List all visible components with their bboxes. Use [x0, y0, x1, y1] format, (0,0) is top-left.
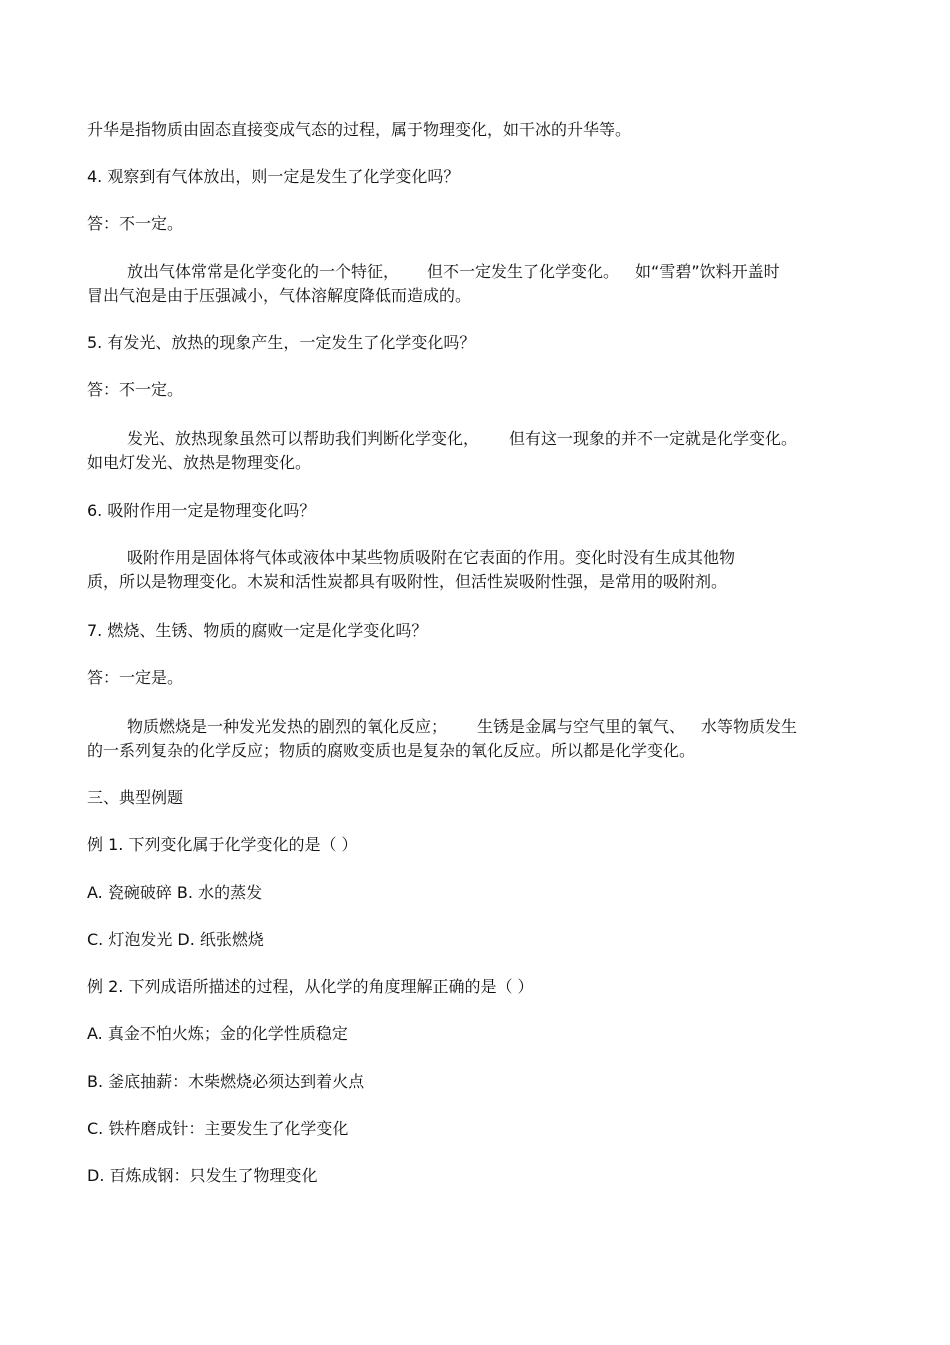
example-2-option-b: B. 釜底抽薪：木柴燃烧必须达到着火点 — [87, 1072, 365, 1091]
explanation-5-part-b: 但有这一现象的并不一定就是化学变化。 — [509, 429, 798, 448]
explanation-4-line-1 — [127, 261, 907, 283]
question-7: 7. 燃烧、生锈、物质的腐败一定是化学变化吗？ — [87, 621, 428, 640]
explanation-7-line-2: 的一系列复杂的化学反应；物质的腐败变质也是复杂的氧化反应。所以都是化学变化。 — [87, 741, 696, 760]
example-1-options-ab: A. 瓷碗破碎 B. 水的蒸发 — [87, 883, 263, 902]
explanation-4-line-2: 冒出气泡是由于压强减小，气体溶解度降低而造成的。 — [87, 286, 472, 305]
explanation-5-line-2: 如电灯发光、放热是物理变化。 — [87, 453, 312, 472]
explanation-5-part-a: 发光、放热现象虽然可以帮助我们判断化学变化， — [127, 429, 480, 448]
example-2-question: 例 2. 下列成语所描述的过程，从化学的角度理解正确的是（ ） — [87, 977, 534, 996]
explanation-6-line-2: 质，所以是物理变化。木炭和活性炭都具有吸附性，但活性炭吸附性强，是常用的吸附剂。 — [87, 572, 728, 591]
example-2-option-a: A. 真金不怕火炼；金的化学性质稳定 — [87, 1024, 348, 1043]
section-heading-3: 三、典型例题 — [87, 788, 184, 807]
example-2-option-c: C. 铁杵磨成针：主要发生了化学变化 — [87, 1119, 349, 1138]
question-5: 5. 有发光、放热的现象产生，一定发生了化学变化吗？ — [87, 333, 476, 352]
example-1-options-cd: C. 灯泡发光 D. 纸张燃烧 — [87, 930, 264, 949]
question-6: 6. 吸附作用一定是物理变化吗？ — [87, 501, 316, 520]
answer-7: 答：一定是。 — [87, 668, 184, 687]
explanation-7-line-1 — [127, 716, 907, 738]
answer-4: 答：不一定。 — [87, 214, 184, 233]
explanation-5-line-1 — [127, 428, 907, 450]
explanation-7-part-c: 水等物质发生 — [701, 717, 798, 736]
question-4: 4. 观察到有气体放出，则一定是发生了化学变化吗？ — [87, 167, 460, 186]
answer-5: 答：不一定。 — [87, 380, 184, 399]
explanation-7-part-a: 物质燃烧是一种发光发热的剧烈的氧化反应； — [127, 717, 448, 736]
example-1-question: 例 1. 下列变化属于化学变化的是（ ） — [87, 835, 358, 854]
example-2-option-d: D. 百炼成钢：只发生了物理变化 — [87, 1166, 318, 1185]
explanation-4-part-b: 但不一定发生了化学变化。 — [427, 262, 620, 281]
explanation-4-part-c: 如“雪碧”饮料开盖时 — [635, 262, 780, 281]
explanation-4-part-a: 放出气体常常是化学变化的一个特征， — [127, 262, 400, 281]
explanation-7-part-b: 生锈是金属与空气里的氧气、 — [477, 717, 686, 736]
explanation-6-line-1: 吸附作用是固体将气体或液体中某些物质吸附在它表面的作用。变化时没有生成其他物 — [127, 548, 736, 567]
paragraph-sublimation: 升华是指物质由固态直接变成气态的过程，属于物理变化，如干冰的升华等。 — [87, 120, 632, 139]
